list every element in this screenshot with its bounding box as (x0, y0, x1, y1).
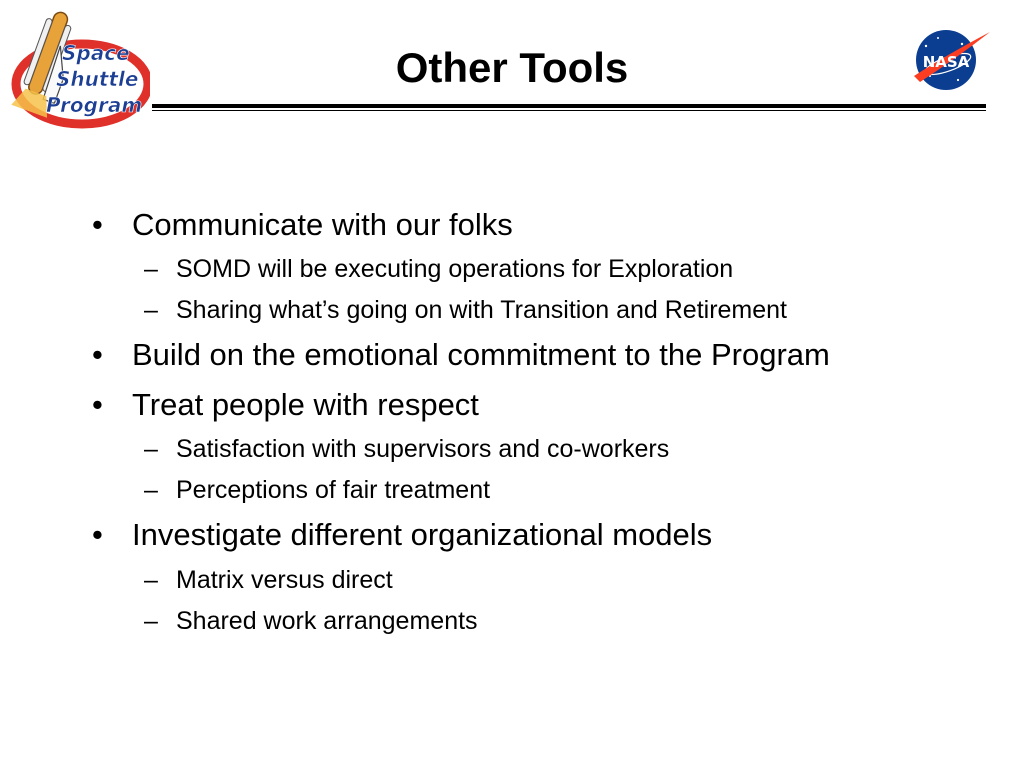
sub-bullet-marker: – (144, 255, 158, 283)
sub-bullet-text: Sharing what’s going on with Transition and Retirement (176, 296, 787, 324)
sub-bullet-text: Perceptions of fair treatment (176, 476, 491, 504)
bullet-text: Investigate different organizational models (132, 517, 713, 552)
sub-bullet-text: Matrix versus direct (176, 566, 393, 594)
bullet-marker: • (92, 207, 103, 242)
title-rule-thin (152, 110, 986, 111)
title-rule (152, 104, 986, 108)
svg-text:Program: Program (46, 93, 143, 117)
nasa-meatball-logo (908, 24, 992, 94)
bullet-marker: • (92, 387, 103, 422)
sub-bullet-text: SOMD will be executing operations for Exploration (176, 255, 734, 283)
bullet-marker: • (92, 337, 103, 372)
sub-bullet-marker: – (144, 435, 158, 463)
space-shuttle-program-logo (6, 2, 150, 132)
svg-text:Shuttle: Shuttle (56, 67, 139, 91)
sub-bullet-text: Shared work arrangements (176, 607, 478, 635)
sub-bullet-text: Satisfaction with supervisors and co-workers (176, 435, 670, 463)
bullet-marker: • (92, 517, 103, 552)
bullet-text: Communicate with our folks (132, 207, 513, 242)
svg-text:Space: Space (62, 41, 130, 65)
sub-bullet-marker: – (144, 607, 158, 635)
slide-title: Other Tools (395, 44, 629, 91)
sub-bullet-marker: – (144, 566, 158, 594)
sub-bullet-marker: – (144, 476, 158, 504)
bullet-text: Treat people with respect (132, 387, 479, 422)
bullet-text: Build on the emotional commitment to the Program (132, 337, 830, 372)
svg-text:NASA: NASA (922, 53, 970, 71)
sub-bullet-marker: – (144, 296, 158, 324)
